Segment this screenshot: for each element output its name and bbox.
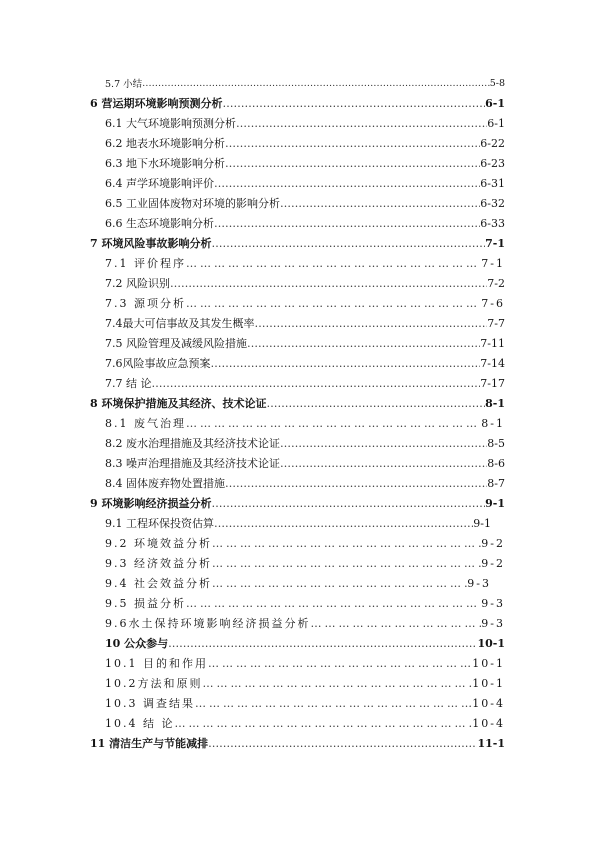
toc-leader	[211, 357, 481, 370]
toc-section	[0, 313, 595, 333]
toc-page-number: 8-7	[487, 476, 505, 490]
toc-leader	[280, 437, 487, 450]
toc-page-number: 7-14	[480, 356, 505, 370]
toc-leader	[212, 537, 481, 550]
toc-leader	[255, 317, 488, 330]
toc-page-number: 7-6	[481, 296, 505, 310]
toc-section	[0, 573, 595, 593]
toc-page-number: 7-7	[487, 316, 505, 330]
toc-page-number: 10-4	[472, 716, 505, 730]
toc-page-number: 10-4	[472, 696, 505, 710]
toc-leader	[186, 257, 481, 270]
toc-page-number: 7-1	[481, 256, 505, 270]
toc-entry-label: 7.1 评价程序	[105, 257, 186, 270]
toc-leader	[186, 417, 481, 430]
toc-leader	[214, 217, 480, 230]
toc-page-number: 8-5	[487, 436, 505, 450]
toc-section	[0, 173, 595, 193]
toc-entry-label: 7.3 源项分析	[105, 297, 186, 310]
toc-entry-label: 9.5 损益分析	[105, 597, 186, 610]
toc-leader	[225, 137, 480, 150]
toc-section	[0, 693, 595, 713]
toc-page-number: 7-11	[480, 336, 505, 350]
toc-entry-label: 7.2 风险识别	[105, 277, 170, 290]
toc-chapter	[0, 93, 595, 113]
toc-page-number: 8-1	[481, 416, 505, 430]
toc-chapter	[0, 633, 595, 653]
toc-section	[0, 213, 595, 233]
toc-entry-label: 7 环境风险事故影响分析	[90, 237, 212, 250]
toc-entry-label: 6.1 大气环境影响预测分析	[105, 117, 236, 130]
toc-section	[0, 713, 595, 733]
toc-page-number: 5-8	[489, 77, 505, 89]
toc-page-number: 9-2	[481, 536, 505, 550]
toc-section	[0, 413, 595, 433]
toc-section	[0, 373, 595, 393]
toc-page-number: 8-6	[487, 456, 505, 470]
toc-entry-label: 6.4 声学环境影响评价	[105, 177, 214, 190]
toc-section	[0, 293, 595, 313]
toc-leader	[152, 377, 481, 390]
toc-section	[0, 473, 595, 493]
toc-entry-label: 8.4 固体废弃物处置措施	[105, 477, 225, 490]
toc-page-number: 10-1	[472, 676, 505, 690]
toc-leader	[195, 697, 472, 710]
toc-page-number: 8-1	[485, 396, 505, 410]
table-of-contents	[0, 73, 595, 753]
toc-chapter	[0, 493, 595, 513]
toc-leader	[142, 78, 490, 89]
toc-page-number: 7-1	[485, 236, 505, 250]
toc-entry-label: 10.2方法和原则	[105, 677, 203, 690]
toc-page-number: 7-17	[480, 376, 505, 390]
toc-page-number: 11-1	[477, 736, 505, 750]
toc-leader	[225, 157, 480, 170]
toc-section	[0, 653, 595, 673]
toc-leader	[211, 497, 485, 510]
toc-entry-label: 6 营运期环境影响预测分析	[90, 97, 223, 110]
toc-page-number: 6-32	[480, 196, 505, 210]
toc-leader	[247, 337, 480, 350]
toc-section	[0, 433, 595, 453]
toc-page-number: 10-1	[472, 656, 505, 670]
toc-leader	[214, 177, 480, 190]
toc-entry-label: 9.4 社会效益分析	[105, 577, 212, 590]
toc-entry-label: 6.6 生态环境影响分析	[105, 217, 214, 230]
toc-entry-label: 10 公众参与	[105, 637, 169, 650]
toc-chapter	[0, 733, 595, 753]
toc-leader	[266, 397, 485, 410]
toc-leader	[203, 677, 473, 690]
toc-page-number: 6-1	[487, 116, 505, 130]
toc-leader	[280, 457, 487, 470]
toc-section	[0, 613, 595, 633]
toc-entry-label: 7.7 结 论	[105, 377, 152, 390]
toc-page-number: 10-1	[477, 636, 505, 650]
toc-entry-label: 9.3 经济效益分析	[105, 557, 212, 570]
toc-leader	[170, 277, 487, 290]
toc-section	[0, 453, 595, 473]
toc-leader	[225, 477, 487, 490]
toc-leader	[175, 717, 473, 730]
toc-entry-label: 6.5 工业固体废物对环境的影响分析	[105, 197, 280, 210]
toc-leader	[168, 637, 477, 650]
toc-entry-label: 10.1 目的和作用	[105, 657, 208, 670]
toc-section	[0, 333, 595, 353]
toc-entry-label: 8.2 废水治理措施及其经济技术论证	[105, 437, 280, 450]
toc-entry-label: 5.7 小结	[105, 79, 143, 90]
toc-leader	[311, 617, 482, 630]
toc-page-number: 9-1	[485, 496, 505, 510]
toc-entry-label: 7.4最大可信事故及其发生概率	[105, 317, 255, 330]
toc-section	[0, 133, 595, 153]
toc-page-number: 6-22	[480, 136, 505, 150]
toc-section	[0, 533, 595, 553]
toc-leader	[214, 517, 473, 530]
toc-entry-label: 6.3 地下水环境影响分析	[105, 157, 225, 170]
toc-page-number: 6-31	[480, 176, 505, 190]
toc-section	[0, 593, 595, 613]
toc-leader	[208, 657, 472, 670]
toc-leader	[236, 117, 487, 130]
toc-entry-label: 8.1 废气治理	[105, 417, 186, 430]
toc-leader	[208, 737, 477, 750]
toc-section	[0, 253, 595, 273]
toc-entry-label: 11 清洁生产与节能减排	[90, 737, 209, 750]
toc-entry-label: 9.2 环境效益分析	[105, 537, 212, 550]
toc-entry-label: 9 环境影响经济损益分析	[90, 497, 212, 510]
toc-leader	[222, 97, 485, 110]
toc-page-number: 7-2	[487, 276, 505, 290]
toc-leader	[280, 197, 480, 210]
toc-entry-label: 7.6风险事故应急预案	[105, 357, 211, 370]
toc-leader	[211, 237, 485, 250]
toc-page-number: 6-33	[480, 216, 505, 230]
toc-section	[0, 353, 595, 373]
toc-leader	[186, 597, 481, 610]
toc-entry-label: 6.2 地表水环境影响分析	[105, 137, 225, 150]
toc-page-number: 9-2	[481, 556, 505, 570]
toc-leader	[212, 577, 467, 590]
toc-section	[0, 153, 595, 173]
toc-page-number: 6-23	[480, 156, 505, 170]
toc-page-number: 9-1	[473, 516, 491, 530]
toc-page-number: 9-3	[481, 596, 505, 610]
toc-entry-label: 8 环境保护措施及其经济、技术论证	[90, 397, 267, 410]
toc-section	[0, 73, 595, 93]
toc-chapter	[0, 393, 595, 413]
toc-section	[0, 193, 595, 213]
toc-section	[0, 673, 595, 693]
toc-entry-label: 8.3 噪声治理措施及其经济技术论证	[105, 457, 280, 470]
toc-chapter	[0, 233, 595, 253]
toc-entry-label: 7.5 风险管理及减缓风险措施	[105, 337, 247, 350]
toc-leader	[212, 557, 481, 570]
toc-entry-label: 10.3 调查结果	[105, 697, 195, 710]
toc-entry-label: 10.4 结 论	[105, 717, 175, 730]
toc-page-number: 6-1	[485, 96, 505, 110]
toc-entry-label: 9.6水土保持环境影响经济损益分析	[105, 617, 311, 630]
toc-section	[0, 513, 595, 533]
toc-section	[0, 113, 595, 133]
toc-entry-label: 9.1 工程环保投资估算	[105, 517, 214, 530]
toc-page-number: 9-3	[467, 576, 491, 590]
toc-section	[0, 553, 595, 573]
toc-page-number: 9-3	[481, 616, 505, 630]
toc-section	[0, 273, 595, 293]
toc-leader	[186, 297, 481, 310]
